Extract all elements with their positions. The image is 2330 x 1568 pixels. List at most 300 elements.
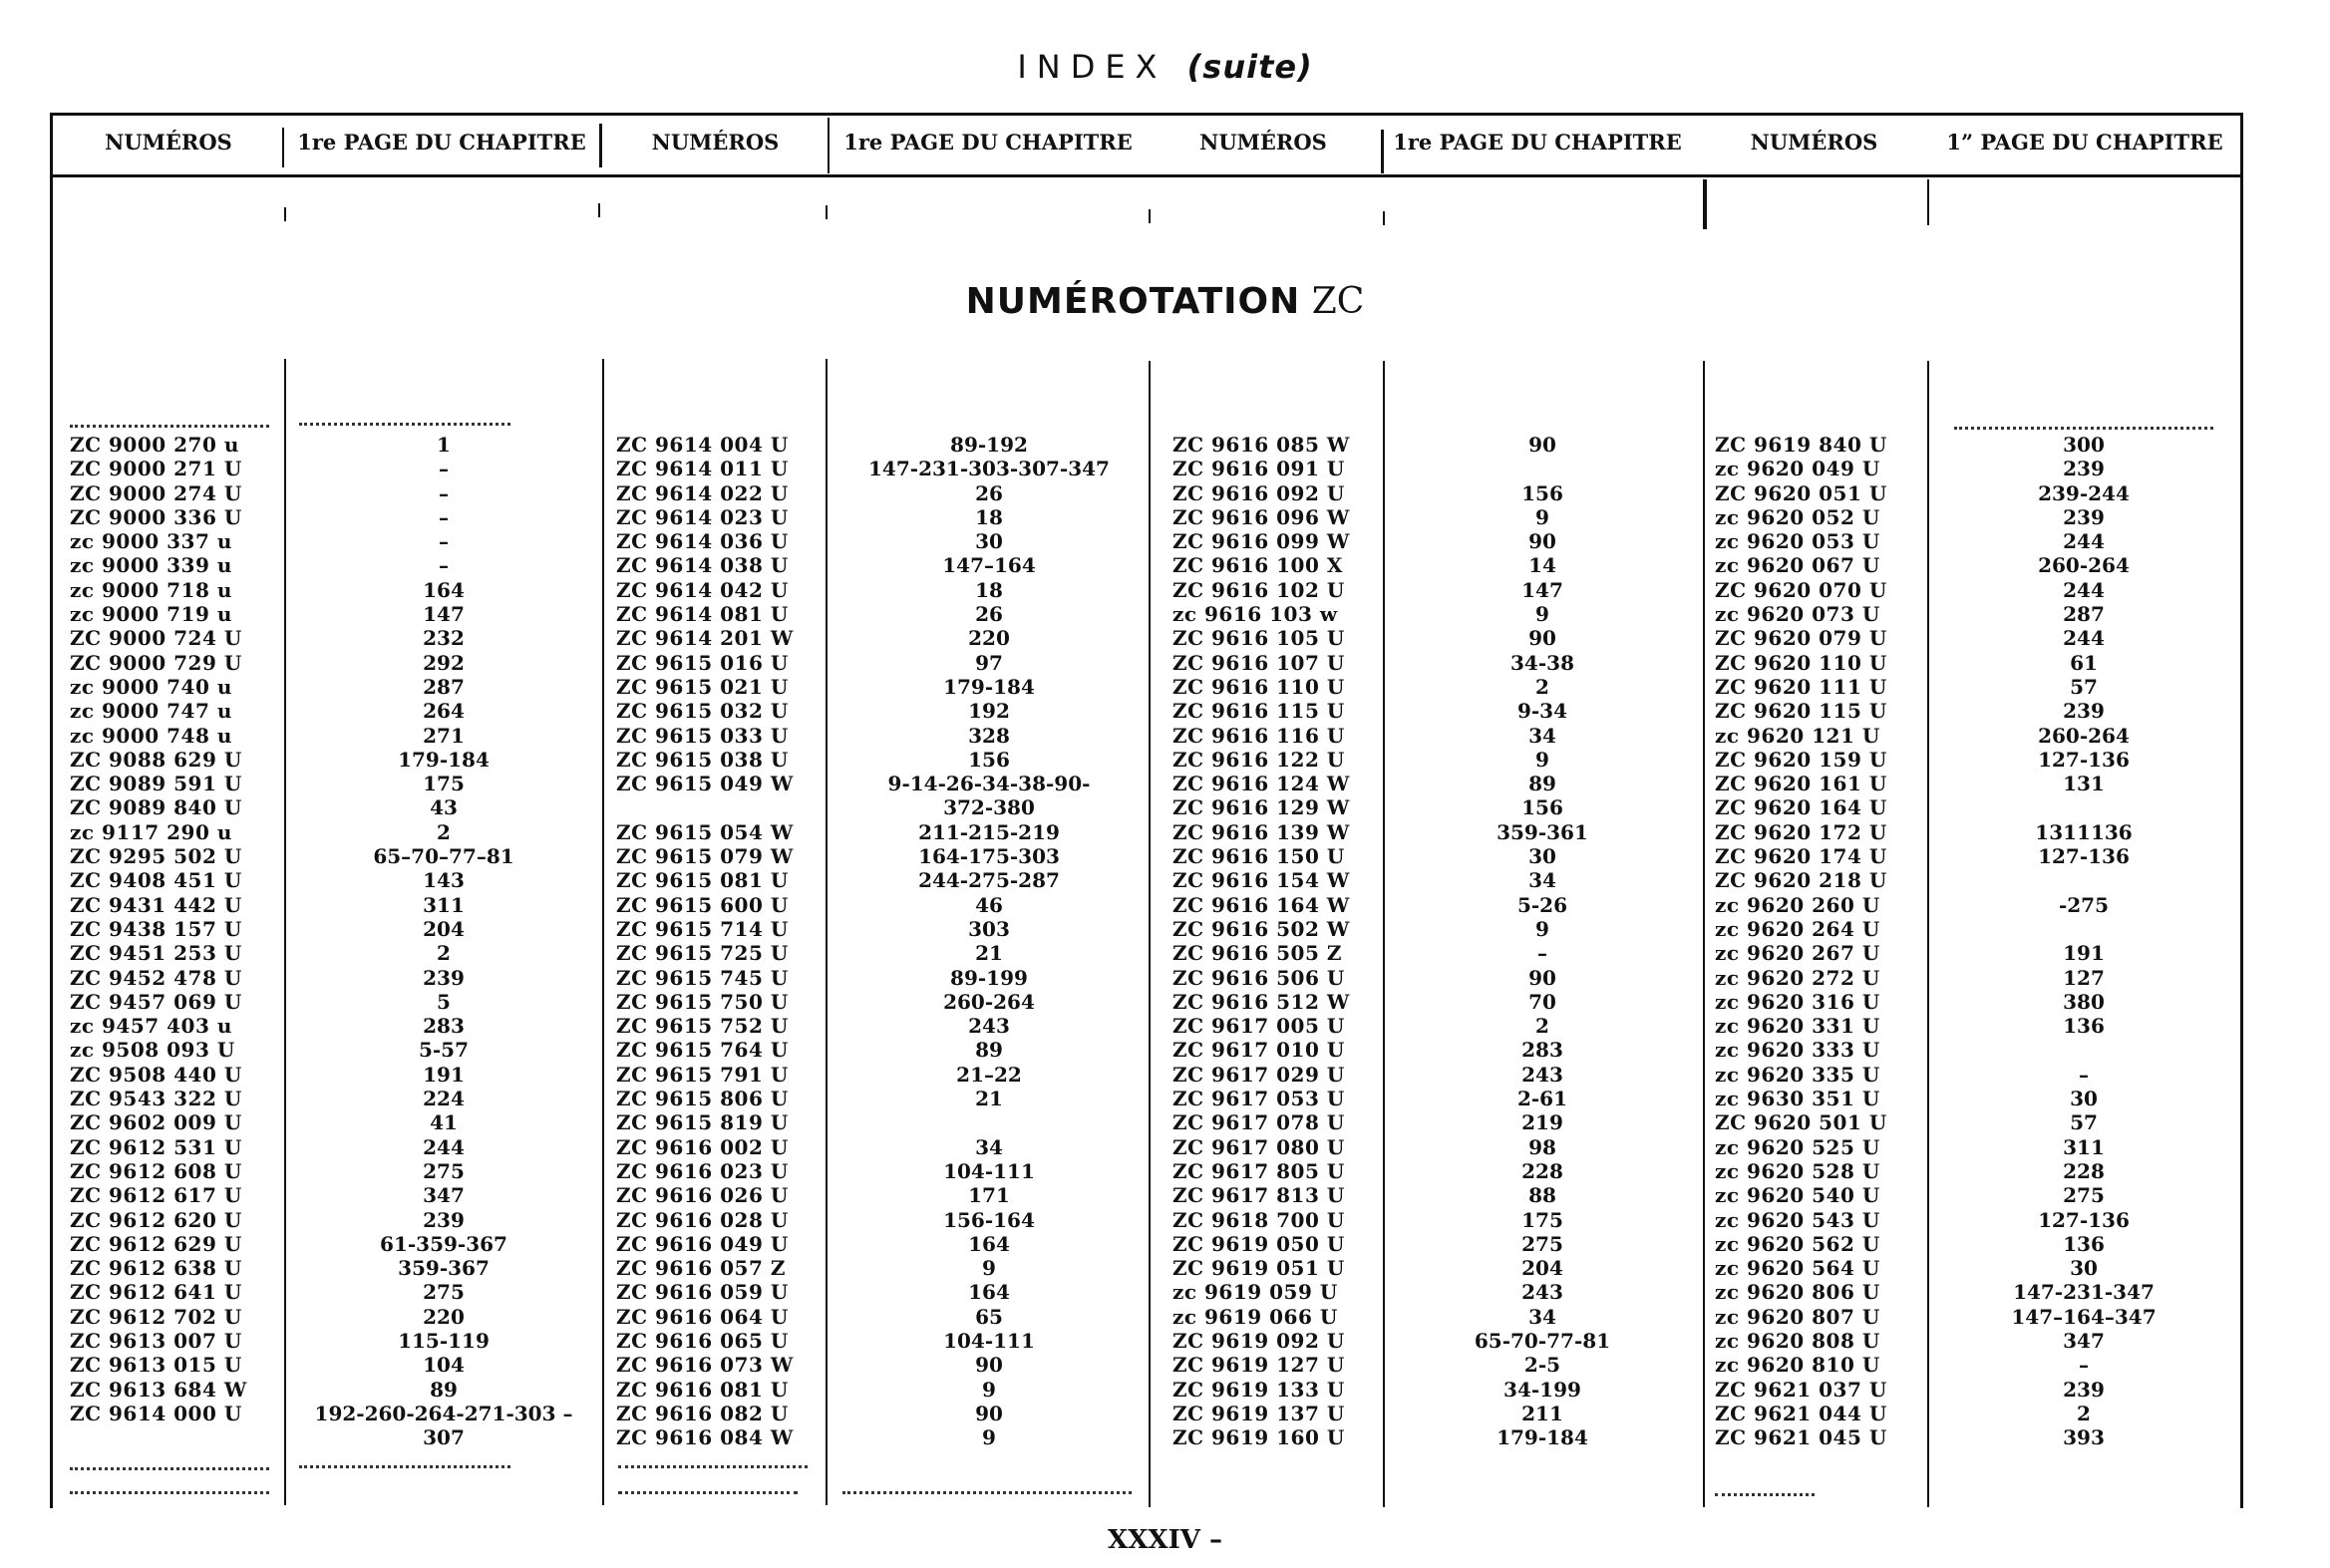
index-number: ZC 9617 053 U	[1172, 1087, 1345, 1111]
index-number: ZC 9615 079 W	[616, 844, 794, 869]
col-header-numeros-3: NUMÉROS	[1199, 130, 1327, 155]
chapter-page: 136	[2063, 1014, 2105, 1039]
chapter-page: 243	[1521, 1062, 1563, 1087]
index-number: ZC 9617 813 U	[1172, 1183, 1345, 1208]
index-number: ZC 9438 157 U	[70, 916, 242, 941]
header-rule	[50, 174, 2243, 177]
index-number: ZC 9618 700 U	[1172, 1207, 1345, 1232]
index-number: zc 9620 525 U	[1715, 1134, 1880, 1159]
chapter-page: 239	[423, 1207, 465, 1232]
chapter-page: 228	[1521, 1158, 1563, 1183]
chapter-page: 88	[1528, 1183, 1556, 1208]
page-title	[0, 48, 2330, 86]
index-number: ZC 9508 440 U	[70, 1062, 242, 1087]
chapter-page: 97	[975, 650, 1003, 675]
pages-column-4	[1934, 433, 2233, 1449]
index-number: zc 9620 810 U	[1715, 1353, 1880, 1378]
index-number	[70, 1425, 279, 1449]
index-number: ZC 9000 270 u	[70, 433, 239, 457]
chapter-page: 156	[968, 747, 1010, 772]
index-number: zc 9620 267 U	[1715, 941, 1880, 966]
chapter-page: 244	[2063, 577, 2105, 602]
index-number: ZC 9612 620 U	[70, 1207, 242, 1232]
numbers-column-1	[70, 433, 279, 1449]
index-number: ZC 9616 129 W	[1172, 795, 1350, 820]
chapter-page: 136	[2063, 1231, 2105, 1256]
index-number: ZC 9619 840 U	[1715, 433, 1887, 457]
chapter-page: 164	[968, 1280, 1010, 1305]
index-number: ZC 9614 036 U	[616, 529, 789, 554]
chapter-page	[1934, 795, 2233, 819]
index-number: zc 9619 059 U	[1172, 1280, 1338, 1305]
index-number: ZC 9616 096 W	[1172, 504, 1350, 529]
dotted-leader	[1954, 427, 2213, 430]
chapter-page: 14	[1528, 553, 1556, 578]
dotted-leader	[70, 425, 269, 428]
index-number: ZC 9615 016 U	[616, 650, 789, 675]
chapter-page: 9	[1535, 916, 1549, 941]
index-number: ZC 9616 124 W	[1172, 772, 1350, 796]
index-number: ZC 9614 042 U	[616, 577, 789, 602]
chapter-page: 219	[1521, 1110, 1563, 1135]
chapter-page: 26	[975, 480, 1003, 505]
index-number: ZC 9616 059 U	[616, 1280, 789, 1305]
index-number: ZC 9616 110 U	[1172, 674, 1345, 699]
index-number: ZC 9621 044 U	[1715, 1401, 1887, 1425]
index-number: ZC 9616 023 U	[616, 1158, 789, 1183]
col-header-page-4: 1” PAGE DU CHAPITRE	[1946, 130, 2223, 155]
index-number: ZC 9616 082 U	[616, 1401, 789, 1425]
section-title-main: NUMÉROTATION	[965, 281, 1301, 322]
chapter-page	[833, 1110, 1145, 1134]
index-number: ZC 9614 000 U	[70, 1401, 242, 1425]
dotted-leader	[618, 1491, 798, 1494]
index-number: ZC 9408 451 U	[70, 868, 242, 893]
index-number: ZC 9612 608 U	[70, 1158, 242, 1183]
chapter-page: 34	[975, 1134, 1003, 1159]
index-number: ZC 9616 049 U	[616, 1231, 789, 1256]
chapter-page: 127-136	[2038, 747, 2130, 772]
index-number: ZC 9613 684 W	[70, 1377, 247, 1402]
column-divider	[1927, 361, 1929, 1507]
index-number: ZC 9619 050 U	[1172, 1231, 1345, 1256]
index-number: zc 9620 316 U	[1715, 989, 1880, 1014]
chapter-page: 2-61	[1516, 1087, 1568, 1111]
index-number: ZC 9615 038 U	[616, 747, 789, 772]
column-divider	[1703, 361, 1705, 1507]
index-number: ZC 9620 164 U	[1715, 795, 1887, 820]
chapter-page: 287	[423, 674, 465, 699]
column-divider	[1149, 361, 1151, 1507]
chapter-page: 283	[1521, 1038, 1563, 1063]
chapter-page: 90	[1528, 626, 1556, 651]
chapter-page: –	[439, 457, 449, 481]
chapter-page: 9-34	[1516, 699, 1568, 724]
chapter-page: 264	[423, 699, 465, 724]
index-number: ZC 9617 010 U	[1172, 1038, 1345, 1063]
chapter-page: 89	[975, 1038, 1003, 1063]
chapter-page: 18	[975, 577, 1003, 602]
col-header-page-3: 1re PAGE DU CHAPITRE	[1393, 130, 1682, 155]
chapter-page: 34-38	[1510, 650, 1574, 675]
index-number	[616, 795, 826, 819]
chapter-page: 303	[968, 916, 1010, 941]
chapter-page: 239	[2063, 1377, 2105, 1402]
chapter-page: 21	[975, 941, 1003, 966]
index-number: ZC 9617 080 U	[1172, 1134, 1345, 1159]
column-divider	[1383, 361, 1385, 1507]
index-number: zc 9620 807 U	[1715, 1304, 1880, 1329]
index-number: ZC 9617 078 U	[1172, 1110, 1345, 1135]
index-number: ZC 9616 084 W	[616, 1425, 794, 1450]
col-header-numeros-2: NUMÉROS	[651, 130, 780, 155]
chapter-page: 61	[2070, 650, 2098, 675]
dotted-leader	[842, 1491, 1132, 1494]
index-number: ZC 9619 127 U	[1172, 1353, 1345, 1378]
index-number: ZC 9620 070 U	[1715, 577, 1887, 602]
chapter-page: 5	[437, 989, 451, 1014]
chapter-page: 220	[968, 626, 1010, 651]
chapter-page: 127	[2063, 965, 2105, 990]
chapter-page: 359-361	[1497, 819, 1588, 844]
index-number: ZC 9612 617 U	[70, 1183, 242, 1208]
numbers-column-4	[1715, 433, 1926, 1449]
index-number: ZC 9000 336 U	[70, 504, 242, 529]
chapter-page: 147	[1521, 577, 1563, 602]
chapter-page: 18	[975, 504, 1003, 529]
chapter-page: 275	[423, 1158, 465, 1183]
chapter-page: 292	[423, 650, 465, 675]
chapter-page: 239-244	[2038, 480, 2130, 505]
chapter-page: 65	[975, 1304, 1003, 1329]
chapter-page: 204	[423, 916, 465, 941]
index-number: ZC 9614 201 W	[616, 626, 794, 651]
col-header-page-1: 1re PAGE DU CHAPITRE	[297, 130, 586, 155]
chapter-page: 147–164–347	[2011, 1304, 2157, 1329]
chapter-page: 164-175-303	[918, 844, 1060, 869]
chapter-page: 30	[2070, 1256, 2098, 1281]
pages-column-1	[289, 433, 598, 1449]
index-number: ZC 9620 110 U	[1715, 650, 1887, 675]
index-number: ZC 9615 806 U	[616, 1087, 789, 1111]
index-number: zc 9000 748 u	[70, 723, 232, 748]
column-divider	[602, 359, 604, 1505]
index-number: ZC 9000 724 U	[70, 626, 242, 651]
dotted-leader	[299, 1465, 510, 1468]
index-number: zc 9620 049 U	[1715, 457, 1880, 481]
tick-mark	[1149, 209, 1151, 223]
index-number: ZC 9616 107 U	[1172, 650, 1345, 675]
chapter-page: 30	[1528, 844, 1556, 869]
chapter-page: 2-5	[1523, 1353, 1561, 1378]
chapter-page: 9	[1535, 504, 1549, 529]
index-number: ZC 9616 122 U	[1172, 747, 1345, 772]
index-number: ZC 9616 026 U	[616, 1183, 789, 1208]
chapter-page: 156	[1521, 795, 1563, 820]
chapter-page: 179-184	[398, 747, 490, 772]
chapter-page: 275	[423, 1280, 465, 1305]
chapter-page: 164	[968, 1231, 1010, 1256]
index-number: ZC 9615 764 U	[616, 1038, 789, 1063]
index-number: ZC 9000 271 U	[70, 457, 242, 481]
chapter-page: 104-111	[943, 1328, 1035, 1353]
chapter-page: 244-275-287	[918, 868, 1060, 893]
index-number: ZC 9616 502 W	[1172, 916, 1350, 941]
chapter-page: 5-26	[1516, 892, 1568, 917]
index-number: ZC 9620 111 U	[1715, 674, 1887, 699]
chapter-page: 115-119	[398, 1328, 490, 1353]
chapter-page: 104-111	[943, 1158, 1035, 1183]
index-number: ZC 9616 164 W	[1172, 892, 1350, 917]
chapter-page: 127-136	[2038, 844, 2130, 869]
index-number: ZC 9615 819 U	[616, 1110, 789, 1135]
index-number: zc 9620 806 U	[1715, 1280, 1880, 1305]
index-number: zc 9000 339 u	[70, 553, 232, 578]
index-number: ZC 9615 021 U	[616, 674, 789, 699]
page-title-suffix: (suite)	[1186, 48, 1313, 86]
index-number: ZC 9620 172 U	[1715, 819, 1887, 844]
chapter-page	[1934, 868, 2233, 892]
index-number: ZC 9616 057 Z	[616, 1256, 786, 1281]
index-number: ZC 9615 791 U	[616, 1062, 789, 1087]
chapter-page	[1934, 1038, 2233, 1062]
chapter-page: 21	[975, 1087, 1003, 1111]
header-divider	[1381, 130, 1384, 173]
chapter-page: 89-192	[950, 433, 1028, 457]
index-number: ZC 9616 102 U	[1172, 577, 1345, 602]
chapter-page: 175	[1521, 1207, 1563, 1232]
chapter-page: 211	[1521, 1401, 1563, 1425]
chapter-page: 1311136	[2035, 819, 2133, 844]
index-number: zc 9620 562 U	[1715, 1231, 1880, 1256]
index-number: zc 9457 403 u	[70, 1014, 232, 1039]
chapter-page: 89-199	[950, 965, 1028, 990]
header-divider	[599, 124, 602, 167]
index-number: zc 9630 351 U	[1715, 1087, 1880, 1111]
index-number: ZC 9457 069 U	[70, 989, 242, 1014]
chapter-page: 143	[423, 868, 465, 893]
tick-mark	[598, 203, 600, 217]
chapter-page: 192	[968, 699, 1010, 724]
chapter-page: 287	[2063, 602, 2105, 627]
index-number: ZC 9617 805 U	[1172, 1158, 1345, 1183]
chapter-page: 89	[1528, 772, 1556, 796]
header-divider	[282, 128, 284, 167]
index-number: ZC 9615 745 U	[616, 965, 789, 990]
chapter-page: 65-70-77-81	[1474, 1328, 1611, 1353]
chapter-page: 9	[982, 1256, 996, 1281]
chapter-page: 311	[423, 892, 465, 917]
index-number: ZC 9612 641 U	[70, 1280, 242, 1305]
chapter-page: 244	[2063, 529, 2105, 554]
chapter-page: 70	[1528, 989, 1556, 1014]
index-number: ZC 9451 253 U	[70, 941, 242, 966]
chapter-page: 175	[423, 772, 465, 796]
chapter-page: 30	[2070, 1087, 2098, 1111]
tick-mark	[1927, 179, 1929, 225]
chapter-page: 224	[423, 1087, 465, 1111]
chapter-page: 147-231-303-307-347	[868, 457, 1110, 481]
chapter-page: 232	[423, 626, 465, 651]
chapter-page: 204	[1521, 1256, 1563, 1281]
chapter-page: 328	[968, 723, 1010, 748]
numbers-column-2	[616, 433, 826, 1449]
chapter-page: 9	[982, 1377, 996, 1402]
chapter-page: 260-264	[943, 989, 1035, 1014]
index-number: ZC 9616 065 U	[616, 1328, 789, 1353]
index-number: zc 9620 335 U	[1715, 1062, 1880, 1087]
chapter-page: 192-260-264-271-303 –	[314, 1401, 573, 1425]
page-title-main: INDEX	[1017, 48, 1167, 86]
index-number: zc 9620 528 U	[1715, 1158, 1880, 1183]
chapter-page: 211-215-219	[918, 819, 1060, 844]
index-number: ZC 9615 054 W	[616, 819, 794, 844]
chapter-page: 9	[982, 1425, 996, 1450]
index-number: ZC 9616 139 W	[1172, 819, 1350, 844]
index-number: ZC 9617 029 U	[1172, 1062, 1345, 1087]
section-title-suffix: ZC	[1311, 281, 1365, 322]
chapter-page: 2	[2077, 1401, 2091, 1425]
chapter-page: –	[2079, 1062, 2089, 1087]
index-number: ZC 9089 591 U	[70, 772, 242, 796]
pages-column-3	[1388, 433, 1697, 1449]
index-number: ZC 9620 159 U	[1715, 747, 1887, 772]
index-number: ZC 9616 099 W	[1172, 529, 1350, 554]
index-number: zc 9620 564 U	[1715, 1256, 1880, 1281]
chapter-page: 147–164	[942, 553, 1036, 578]
chapter-page: 147	[423, 602, 465, 627]
index-number: zc 9620 053 U	[1715, 529, 1880, 554]
index-number: ZC 9612 638 U	[70, 1256, 242, 1281]
chapter-page: 2	[437, 819, 451, 844]
chapter-page: 243	[968, 1014, 1010, 1039]
chapter-page: 90	[975, 1353, 1003, 1378]
column-divider	[284, 359, 286, 1505]
chapter-page: 239	[2063, 504, 2105, 529]
index-number: ZC 9615 032 U	[616, 699, 789, 724]
chapter-page: 171	[968, 1183, 1010, 1208]
index-number: zc 9620 331 U	[1715, 1014, 1880, 1039]
index-number: ZC 9615 081 U	[616, 868, 789, 893]
chapter-page: 347	[2063, 1328, 2105, 1353]
chapter-page: 300	[2063, 433, 2105, 457]
index-number: zc 9000 740 u	[70, 674, 232, 699]
chapter-page: 191	[2063, 941, 2105, 966]
tick-mark	[284, 207, 286, 221]
chapter-page: 90	[1528, 965, 1556, 990]
chapter-page: 244	[423, 1134, 465, 1159]
index-number: ZC 9616 150 U	[1172, 844, 1345, 869]
index-number: ZC 9619 137 U	[1172, 1401, 1345, 1425]
index-number: ZC 9616 073 W	[616, 1353, 794, 1378]
index-number: ZC 9620 115 U	[1715, 699, 1887, 724]
index-number: zc 9000 337 u	[70, 529, 232, 554]
chapter-page: 34	[1528, 868, 1556, 893]
index-number: ZC 9615 049 W	[616, 772, 794, 796]
col-header-numeros-1: NUMÉROS	[105, 130, 232, 155]
index-number: ZC 9620 079 U	[1715, 626, 1887, 651]
section-title	[0, 281, 2330, 322]
chapter-page: 46	[975, 892, 1003, 917]
chapter-page: 275	[1521, 1231, 1563, 1256]
index-number: ZC 9615 750 U	[616, 989, 789, 1014]
index-number: ZC 9616 002 U	[616, 1134, 789, 1159]
index-number: zc 9620 808 U	[1715, 1328, 1880, 1353]
col-header-numeros-4: NUMÉROS	[1750, 130, 1878, 155]
chapter-page: 239	[2063, 699, 2105, 724]
dotted-leader	[618, 1465, 808, 1468]
chapter-page: 1	[437, 433, 451, 457]
index-number: ZC 9616 100 X	[1172, 553, 1343, 578]
index-number: ZC 9620 051 U	[1715, 480, 1887, 505]
index-number: zc 9619 066 U	[1172, 1304, 1338, 1329]
index-number: ZC 9295 502 U	[70, 844, 242, 869]
index-number: ZC 9616 154 W	[1172, 868, 1350, 893]
index-number: ZC 9088 629 U	[70, 747, 242, 772]
index-number: ZC 9616 064 U	[616, 1304, 789, 1329]
chapter-page: 90	[975, 1401, 1003, 1425]
chapter-page: 243	[1521, 1280, 1563, 1305]
chapter-page: 34	[1528, 1304, 1556, 1329]
chapter-page: 311	[2063, 1134, 2105, 1159]
index-number: zc 9620 540 U	[1715, 1183, 1880, 1208]
dotted-leader	[299, 423, 510, 426]
index-number: ZC 9614 038 U	[616, 553, 789, 578]
index-number: zc 9620 073 U	[1715, 602, 1880, 627]
index-number: ZC 9612 629 U	[70, 1231, 242, 1256]
tick-mark	[1383, 211, 1385, 225]
index-number: ZC 9620 218 U	[1715, 868, 1887, 893]
chapter-page: 57	[2070, 1110, 2098, 1135]
index-number: zc 9620 264 U	[1715, 916, 1880, 941]
index-number: ZC 9616 105 U	[1172, 626, 1345, 651]
index-number: ZC 9616 512 W	[1172, 989, 1350, 1014]
index-number: zc 9620 543 U	[1715, 1207, 1880, 1232]
chapter-page: –	[439, 480, 449, 505]
dotted-leader	[70, 1491, 269, 1494]
chapter-page: –	[2079, 1353, 2089, 1378]
chapter-page: 89	[430, 1377, 458, 1402]
chapter-page: 156	[1521, 480, 1563, 505]
chapter-page: 179-184	[943, 674, 1035, 699]
index-number: ZC 9616 092 U	[1172, 480, 1345, 505]
index-number: ZC 9614 023 U	[616, 504, 789, 529]
chapter-page: 127-136	[2038, 1207, 2130, 1232]
index-number: ZC 9615 033 U	[616, 723, 789, 748]
index-number: zc 9620 260 U	[1715, 892, 1880, 917]
chapter-page: 5-57	[418, 1038, 470, 1063]
chapter-page: 9	[1535, 747, 1549, 772]
chapter-page: 239	[423, 965, 465, 990]
index-number: ZC 9619 092 U	[1172, 1328, 1345, 1353]
chapter-page: 244	[2063, 626, 2105, 651]
index-number: ZC 9543 322 U	[70, 1087, 242, 1111]
index-number: ZC 9615 714 U	[616, 916, 789, 941]
index-number: ZC 9612 531 U	[70, 1134, 242, 1159]
index-number: ZC 9089 840 U	[70, 795, 242, 820]
index-number: ZC 9616 028 U	[616, 1207, 789, 1232]
chapter-page: 179-184	[1497, 1425, 1588, 1450]
chapter-page: 61-359-367	[380, 1231, 507, 1256]
chapter-page: 34	[1528, 723, 1556, 748]
chapter-page: 191	[423, 1062, 465, 1087]
chapter-page: 26	[975, 602, 1003, 627]
chapter-page: 30	[975, 529, 1003, 554]
index-number: zc 9620 121 U	[1715, 723, 1880, 748]
chapter-page: 43	[430, 795, 458, 820]
index-number: ZC 9612 702 U	[70, 1304, 242, 1329]
chapter-page: -275	[2058, 892, 2110, 917]
